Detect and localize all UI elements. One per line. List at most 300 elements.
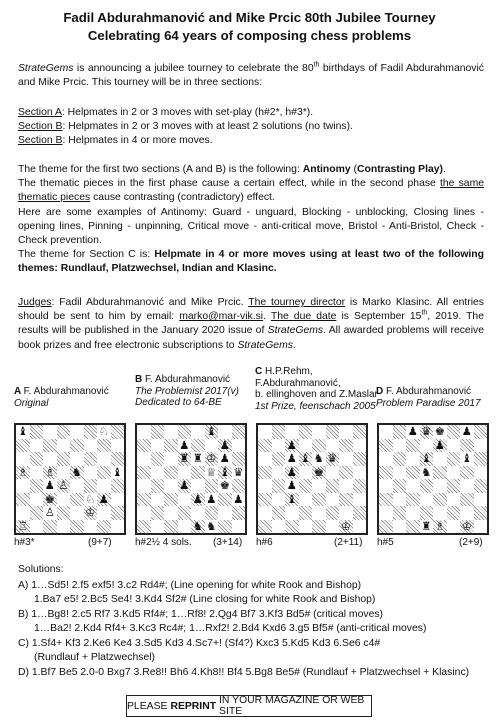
board-square [191, 493, 205, 507]
board-square [97, 493, 111, 507]
board-square [84, 493, 98, 507]
board-square [353, 506, 367, 520]
board-square [232, 520, 246, 534]
board-square [111, 506, 125, 520]
board-square [232, 425, 246, 439]
board-square [151, 452, 165, 466]
board-square [97, 439, 111, 453]
white-king-icon: ♔ [206, 451, 217, 465]
board-square [326, 452, 340, 466]
board-square [30, 425, 44, 439]
board-square [16, 506, 30, 520]
white-king-icon: ♔ [85, 505, 96, 519]
board-square [43, 479, 57, 493]
board-square [258, 439, 272, 453]
board-square [393, 493, 407, 507]
black-king-icon: ♚ [434, 424, 445, 438]
board-square [460, 439, 474, 453]
board-square [84, 466, 98, 480]
diagram-caption-line: F.Abdurahmanović, [255, 377, 341, 389]
board-square [151, 439, 165, 453]
board-square [272, 439, 286, 453]
board-square [84, 506, 98, 520]
board-square [460, 425, 474, 439]
board-square [258, 452, 272, 466]
board-square [312, 452, 326, 466]
diagram-caption-line: C H.P.Rehm, [255, 366, 313, 377]
board-square [433, 452, 447, 466]
solution-c: C) 1.Sf4+ Kf3 2.Ke6 Ke4 3.Sd5 Kd3 4.Sc7+! (Sf4?) Kxc3 5.Kd5 Kd3 6.Se6 c4# (Rundlauf + Platzwechsel) [18, 638, 381, 664]
board-square [16, 425, 30, 439]
solution-d: D) 1.Bf7 Be5 2.0-0 Bxg7 3.Re8!! Bh6 4.Kh8!! Bf4 5.Bg8 Be5# (Rundlauf + Platzwechsel + Klasinc) [18, 667, 470, 678]
black-bishop-icon: ♝ [219, 464, 230, 479]
board-square [474, 425, 488, 439]
board-square [111, 493, 125, 507]
board-square [137, 452, 151, 466]
board-square [326, 439, 340, 453]
board-square [218, 479, 232, 493]
stipulation-c: h#6 [256, 537, 273, 548]
board-square [299, 479, 313, 493]
board-square [70, 439, 84, 453]
board-square [70, 466, 84, 480]
black-bishop-icon: ♝ [17, 424, 28, 438]
board-square [218, 466, 232, 480]
board-square [447, 439, 461, 453]
board-square [460, 493, 474, 507]
board-square [191, 452, 205, 466]
board-square [43, 520, 57, 534]
white-king-icon: ♔ [340, 518, 351, 533]
board-square [326, 479, 340, 493]
board-square [178, 506, 192, 520]
board-square [178, 425, 192, 439]
board-square [406, 452, 420, 466]
board-square [178, 439, 192, 453]
board-square [353, 493, 367, 507]
board-square [137, 479, 151, 493]
board-square [312, 479, 326, 493]
board-square [272, 425, 286, 439]
board-square [474, 506, 488, 520]
black-rook-icon: ♜ [421, 518, 432, 533]
black-king-icon: ♚ [219, 478, 230, 492]
board-square [379, 439, 393, 453]
board-square [406, 506, 420, 520]
board-square [164, 520, 178, 534]
board-square [460, 452, 474, 466]
black-pawn-icon: ♟ [286, 464, 297, 479]
stipulation-d: h#5 [377, 537, 394, 548]
black-knight-icon: ♞ [192, 518, 203, 533]
board-square [43, 506, 57, 520]
board-square [258, 479, 272, 493]
board-square [151, 520, 165, 534]
board-square [326, 466, 340, 480]
board-square [460, 506, 474, 520]
board-square [326, 520, 340, 534]
board-square [191, 520, 205, 534]
board-square [16, 479, 30, 493]
board-square [433, 520, 447, 534]
board-square [339, 439, 353, 453]
board-square [70, 506, 84, 520]
board-square [285, 452, 299, 466]
board-square [460, 466, 474, 480]
stipulation-a: h#3* [14, 537, 35, 548]
board-square [447, 493, 461, 507]
board-square [30, 466, 44, 480]
diagram-b-header [135, 374, 239, 409]
board-square [299, 439, 313, 453]
diagram-caption-line: D F. Abdurahmanović [376, 386, 472, 397]
magazine-name: StrateGems [18, 63, 74, 74]
board-square [30, 493, 44, 507]
board-square [420, 520, 434, 534]
board-square [272, 493, 286, 507]
board-square [312, 439, 326, 453]
board-square [137, 520, 151, 534]
section-b: Section B: Helpmates in 2 or 3 moves with at least 2 solutions (no twins). [18, 121, 353, 133]
board-square [285, 520, 299, 534]
board-square [70, 452, 84, 466]
board-square [111, 466, 125, 480]
board-square [420, 493, 434, 507]
board-square [57, 506, 71, 520]
white-bishop-icon: ♗ [44, 464, 55, 479]
board-square [433, 466, 447, 480]
board-square [406, 520, 420, 534]
board-square [312, 466, 326, 480]
chess-diagram-d [377, 423, 489, 535]
board-square [420, 439, 434, 453]
board-square [353, 452, 367, 466]
board-square [379, 425, 393, 439]
board-square [43, 439, 57, 453]
board-square [164, 466, 178, 480]
board-square [178, 479, 192, 493]
board-square [339, 479, 353, 493]
diagram-a-header [14, 386, 109, 409]
board-square [205, 439, 219, 453]
board-square [205, 520, 219, 534]
piece-count-b: (3+14) [213, 537, 243, 548]
board-square [406, 439, 420, 453]
board-square [406, 466, 420, 480]
board-square [406, 425, 420, 439]
board-square [285, 479, 299, 493]
board-square [353, 425, 367, 439]
board-square [164, 452, 178, 466]
board-square [447, 506, 461, 520]
black-queen-icon: ♛ [233, 464, 244, 479]
board-square [97, 425, 111, 439]
board-square [339, 506, 353, 520]
black-bishop-icon: ♝ [112, 464, 123, 479]
board-square [406, 479, 420, 493]
black-bishop-icon: ♝ [300, 451, 311, 465]
chess-diagram-c [256, 423, 368, 535]
board-square [164, 493, 178, 507]
board-square [285, 493, 299, 507]
board-square [137, 466, 151, 480]
black-pawn-icon: ♟ [179, 437, 190, 452]
black-pawn-icon: ♟ [179, 478, 190, 492]
board-square [30, 479, 44, 493]
board-square [232, 439, 246, 453]
email-link[interactable]: marko@mar-vik.si [179, 311, 264, 323]
diagram-letter: A [14, 386, 24, 397]
diagram-caption-line: 1st Prize, feenschach 2005 [255, 400, 376, 412]
board-square [393, 520, 407, 534]
board-square [353, 439, 367, 453]
black-queen-icon: ♛ [327, 451, 338, 465]
black-pawn-icon: ♟ [44, 478, 55, 492]
black-pawn-icon: ♟ [206, 491, 217, 506]
board-square [111, 479, 125, 493]
board-square [299, 466, 313, 480]
board-square [433, 425, 447, 439]
board-square [433, 479, 447, 493]
board-square [97, 520, 111, 534]
board-square [258, 466, 272, 480]
board-square [151, 479, 165, 493]
stipulation-b: h#2½ 4 sols. [135, 537, 192, 548]
black-pawn-icon: ♟ [219, 437, 230, 452]
board-square [178, 520, 192, 534]
board-square [30, 506, 44, 520]
board-square [232, 452, 246, 466]
diagram-c-header [255, 366, 378, 412]
board-square [285, 506, 299, 520]
board-square [30, 439, 44, 453]
board-square [339, 493, 353, 507]
section-list [18, 106, 484, 149]
board-square [272, 479, 286, 493]
diagram-caption-line: Problem Paradise 2017 [376, 397, 481, 409]
black-pawn-icon: ♟ [407, 424, 418, 438]
board-square [393, 506, 407, 520]
board-square [232, 479, 246, 493]
board-square [258, 506, 272, 520]
board-square [474, 520, 488, 534]
board-square [460, 479, 474, 493]
board-square [326, 506, 340, 520]
board-square [151, 466, 165, 480]
chess-diagram-b [135, 423, 247, 535]
board-square [420, 479, 434, 493]
board-square [57, 493, 71, 507]
board-square [111, 425, 125, 439]
board-square [191, 439, 205, 453]
board-square [205, 452, 219, 466]
board-square [258, 493, 272, 507]
diagram-letter: B [135, 374, 145, 385]
board-square [70, 493, 84, 507]
board-square [326, 493, 340, 507]
board-square [339, 425, 353, 439]
board-square [16, 439, 30, 453]
white-bishop-icon: ♗ [434, 518, 445, 533]
board-square [43, 493, 57, 507]
diagram-caption-line: B F. Abdurahmanović [135, 374, 231, 385]
black-pawn-icon: ♟ [461, 424, 472, 438]
board-square [151, 425, 165, 439]
board-square [205, 425, 219, 439]
board-square [151, 506, 165, 520]
black-knight-icon: ♞ [313, 451, 324, 465]
black-pawn-icon: ♟ [219, 451, 230, 465]
diagram-d-header [376, 386, 481, 409]
board-square [433, 506, 447, 520]
board-square [272, 466, 286, 480]
board-square [447, 452, 461, 466]
board-square [460, 520, 474, 534]
diagram-caption-line: A F. Abdurahmanović [14, 386, 109, 397]
black-knight-icon: ♞ [421, 464, 432, 479]
board-square [205, 506, 219, 520]
board-square [57, 439, 71, 453]
board-square [43, 452, 57, 466]
white-rook-icon: ♖ [17, 518, 28, 533]
board-square [97, 479, 111, 493]
judges-paragraph: Judges: Fadil Abdurahmanović and Mike Prcic. The tourney director is Marko Klasinc. All entries should be sent to him by email: marko@mar-vik.si. The due date is September 15th, 2019. The results will be published in the January 2020 issue of StrateGems. All awarded problems will receive book prizes and free electronic subscriptions to StrateGems. [18, 297, 485, 351]
board-square [299, 493, 313, 507]
board-square [379, 520, 393, 534]
piece-count-c: (2+11) [334, 537, 363, 548]
black-bishop-icon: ♝ [286, 491, 297, 506]
white-queen-icon: ♕ [206, 464, 217, 479]
board-square [164, 479, 178, 493]
board-square [16, 466, 30, 480]
board-square [191, 479, 205, 493]
board-square [218, 425, 232, 439]
board-square [474, 479, 488, 493]
board-square [339, 520, 353, 534]
board-square [393, 452, 407, 466]
board-square [218, 493, 232, 507]
board-square [57, 452, 71, 466]
board-square [379, 493, 393, 507]
section-c: Section B: Helpmates in 4 or more moves. [18, 135, 213, 147]
board-square [137, 493, 151, 507]
black-bishop-icon: ♝ [421, 451, 432, 465]
board-square [43, 425, 57, 439]
white-bishop-icon: ♗ [17, 464, 28, 479]
diagram-caption-line: The Problemist 2017(v) [135, 385, 239, 397]
board-square [70, 425, 84, 439]
reprint-notice: PLEASE REPRINT IN YOUR MAGAZINE OR WEB SITE [126, 695, 372, 717]
board-square [232, 506, 246, 520]
board-square [178, 466, 192, 480]
board-square [57, 520, 71, 534]
title-line-2: Celebrating 64 years of composing chess problems [87, 28, 412, 43]
title-line-1: Fadil Abdurahmanović and Mike Prcic 80th Jubilee Tourney [63, 10, 436, 25]
board-square [84, 520, 98, 534]
board-square [447, 479, 461, 493]
board-square [393, 425, 407, 439]
board-square [70, 520, 84, 534]
board-square [16, 452, 30, 466]
board-square [43, 466, 57, 480]
board-square [393, 479, 407, 493]
board-square [84, 452, 98, 466]
board-square [30, 520, 44, 534]
black-pawn-icon: ♟ [286, 437, 297, 452]
black-knight-icon: ♞ [71, 464, 82, 479]
board-square [285, 425, 299, 439]
board-square [272, 520, 286, 534]
diagram-letter: C [255, 366, 265, 377]
board-square [393, 439, 407, 453]
board-square [137, 439, 151, 453]
board-square [84, 425, 98, 439]
board-square [312, 506, 326, 520]
diagram-caption-line: Dedicated to 64-BE [135, 397, 222, 408]
black-pawn-icon: ♟ [286, 451, 297, 465]
board-square [191, 425, 205, 439]
white-pawn-icon: ♙ [58, 478, 69, 492]
board-square [218, 439, 232, 453]
board-square [312, 520, 326, 534]
board-square [420, 466, 434, 480]
white-pawn-icon: ♙ [44, 505, 55, 519]
board-square [258, 520, 272, 534]
board-square [218, 452, 232, 466]
black-king-icon: ♚ [313, 464, 324, 479]
board-square [474, 452, 488, 466]
board-square [191, 506, 205, 520]
board-square [353, 466, 367, 480]
board-square [379, 506, 393, 520]
board-square [420, 425, 434, 439]
piece-count-a: (9+7) [88, 537, 112, 548]
board-square [299, 520, 313, 534]
board-square [406, 493, 420, 507]
board-square [285, 466, 299, 480]
board-square [353, 479, 367, 493]
board-square [312, 493, 326, 507]
black-rook-icon: ♜ [179, 451, 190, 465]
white-king-icon: ♔ [461, 518, 472, 533]
black-rook-icon: ♜ [192, 451, 203, 465]
board-square [16, 520, 30, 534]
board-square [299, 452, 313, 466]
board-square [57, 466, 71, 480]
theme-paragraph: The theme for the first two sections (A and B) is the following: Antinomy (Contrasting Play). The thematic pieces in the first phase cause a certain effect, while in the second phase the same thematic pieces cause contrasting (contradictory) effect. Here are some examples of Antinomy: Guard - unguard, Blocking - unblocking, Closing lines - opening lines, Pinning - unpinning, Critical move - anti-critical move, Bristol - Anti-Bristol, Check - Check prevention. The theme for Section C is: Helpmate in 4 or more moves using at least two of the following themes: Rundlauf, Platzwechsel, Indian and Klasinc. [18, 164, 485, 275]
black-queen-icon: ♛ [421, 424, 432, 438]
black-pawn-icon: ♟ [434, 437, 445, 452]
board-square [272, 506, 286, 520]
board-square [97, 466, 111, 480]
black-pawn-icon: ♟ [192, 491, 203, 506]
board-square [326, 425, 340, 439]
board-square [164, 506, 178, 520]
black-bishop-icon: ♝ [206, 424, 217, 438]
board-square [191, 466, 205, 480]
board-square [420, 452, 434, 466]
board-square [151, 493, 165, 507]
black-knight-icon: ♞ [206, 518, 217, 533]
board-square [379, 479, 393, 493]
board-square [474, 493, 488, 507]
board-square [299, 506, 313, 520]
diagram-letter: D [376, 386, 386, 397]
solution-b: B) 1…Bg8! 2.c5 Rf7 3.Kd5 Rf4#; 1…Rf8! 2.Qg4 Bf7 3.Kf3 Bd5# (critical moves) 1…Ba2! 2.Kd4 Rf4+ 3.Kc3 Rc4#; 1…Rxf2! 2.Bd4 Kxd6 3.g5 Bf5# (anti-critical moves) [18, 609, 427, 635]
board-square [393, 466, 407, 480]
board-square [57, 479, 71, 493]
board-square [97, 452, 111, 466]
